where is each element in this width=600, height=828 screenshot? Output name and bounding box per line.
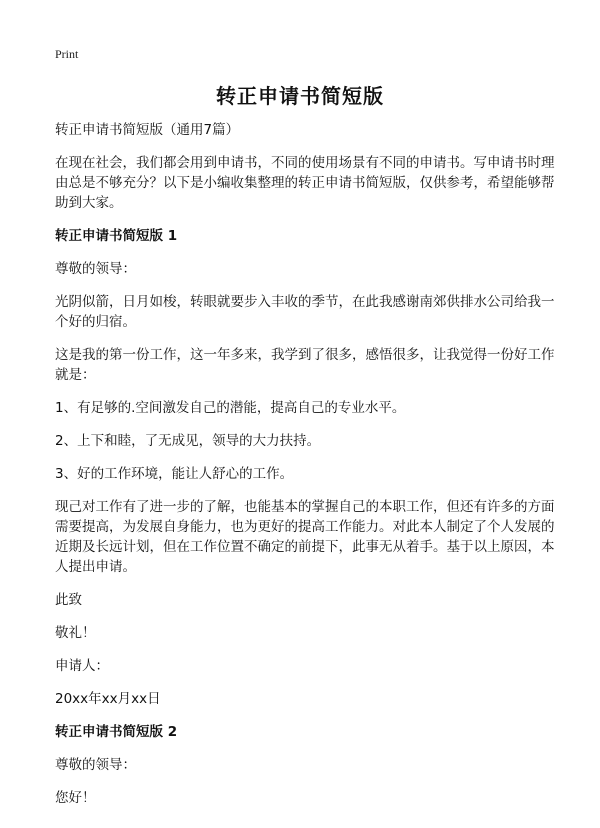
section-1-list-item-3: 3、好的工作环境，能让人舒心的工作。 [55, 466, 294, 482]
print-label: Print [55, 47, 79, 61]
section-1-heading: 转正申请书简短版 1 [55, 228, 178, 244]
section-1-list-item-2: 2、上下和睦，了无成见，领导的大力扶持。 [55, 433, 321, 449]
section-1-list-item-1: 1、有足够的.空间激发自己的潜能，提高自己的专业水平。 [55, 400, 406, 416]
section-1-greeting: 尊敬的领导： [55, 261, 136, 277]
section-2-greeting: 尊敬的领导： [55, 757, 136, 773]
document-subtitle: 转正申请书简短版（通用7篇） [55, 122, 240, 138]
document-body [55, 120, 555, 821]
section-1-paragraph-2: 这是我的第一份工作，这一年多来，我学到了很多，感悟很多，让我觉得一份好工作就是： [55, 347, 555, 383]
intro-paragraph: 在现在社会，我们都会用到申请书，不同的使用场景有不同的申请书。写申请书时理由总是不够充分？以下是小编收集整理的转正申请书简短版，仅供参考，希望能够帮助到大家。 [55, 155, 555, 211]
section-1-paragraph-1: 光阴似箭，日月如梭，转眼就要步入丰收的季节，在此我感谢南郊供排水公司给我一个好的归宿。 [55, 294, 555, 330]
section-1-applicant: 申请人： [55, 658, 109, 674]
section-1-date: 20xx年xx月xx日 [55, 691, 161, 707]
section-1-closing-2: 敬礼！ [55, 625, 96, 641]
section-2-heading: 转正申请书简短版 2 [55, 724, 178, 740]
section-1-closing-1: 此致 [55, 592, 82, 608]
section-2-hello: 您好！ [55, 790, 96, 806]
section-1-paragraph-3: 现己对工作有了进一步的了解，也能基本的掌握自己的本职工作，但还有许多的方面需要提高，为发展自身能力，也为更好的提高工作能力。对此本人制定了个人发展的近期及长远计划，但在工作位置不确定的前提下，此事无从着手。基于以上原因，本人提出申请。 [55, 499, 555, 575]
page-title: 转正申请书简短版 [216, 84, 384, 108]
